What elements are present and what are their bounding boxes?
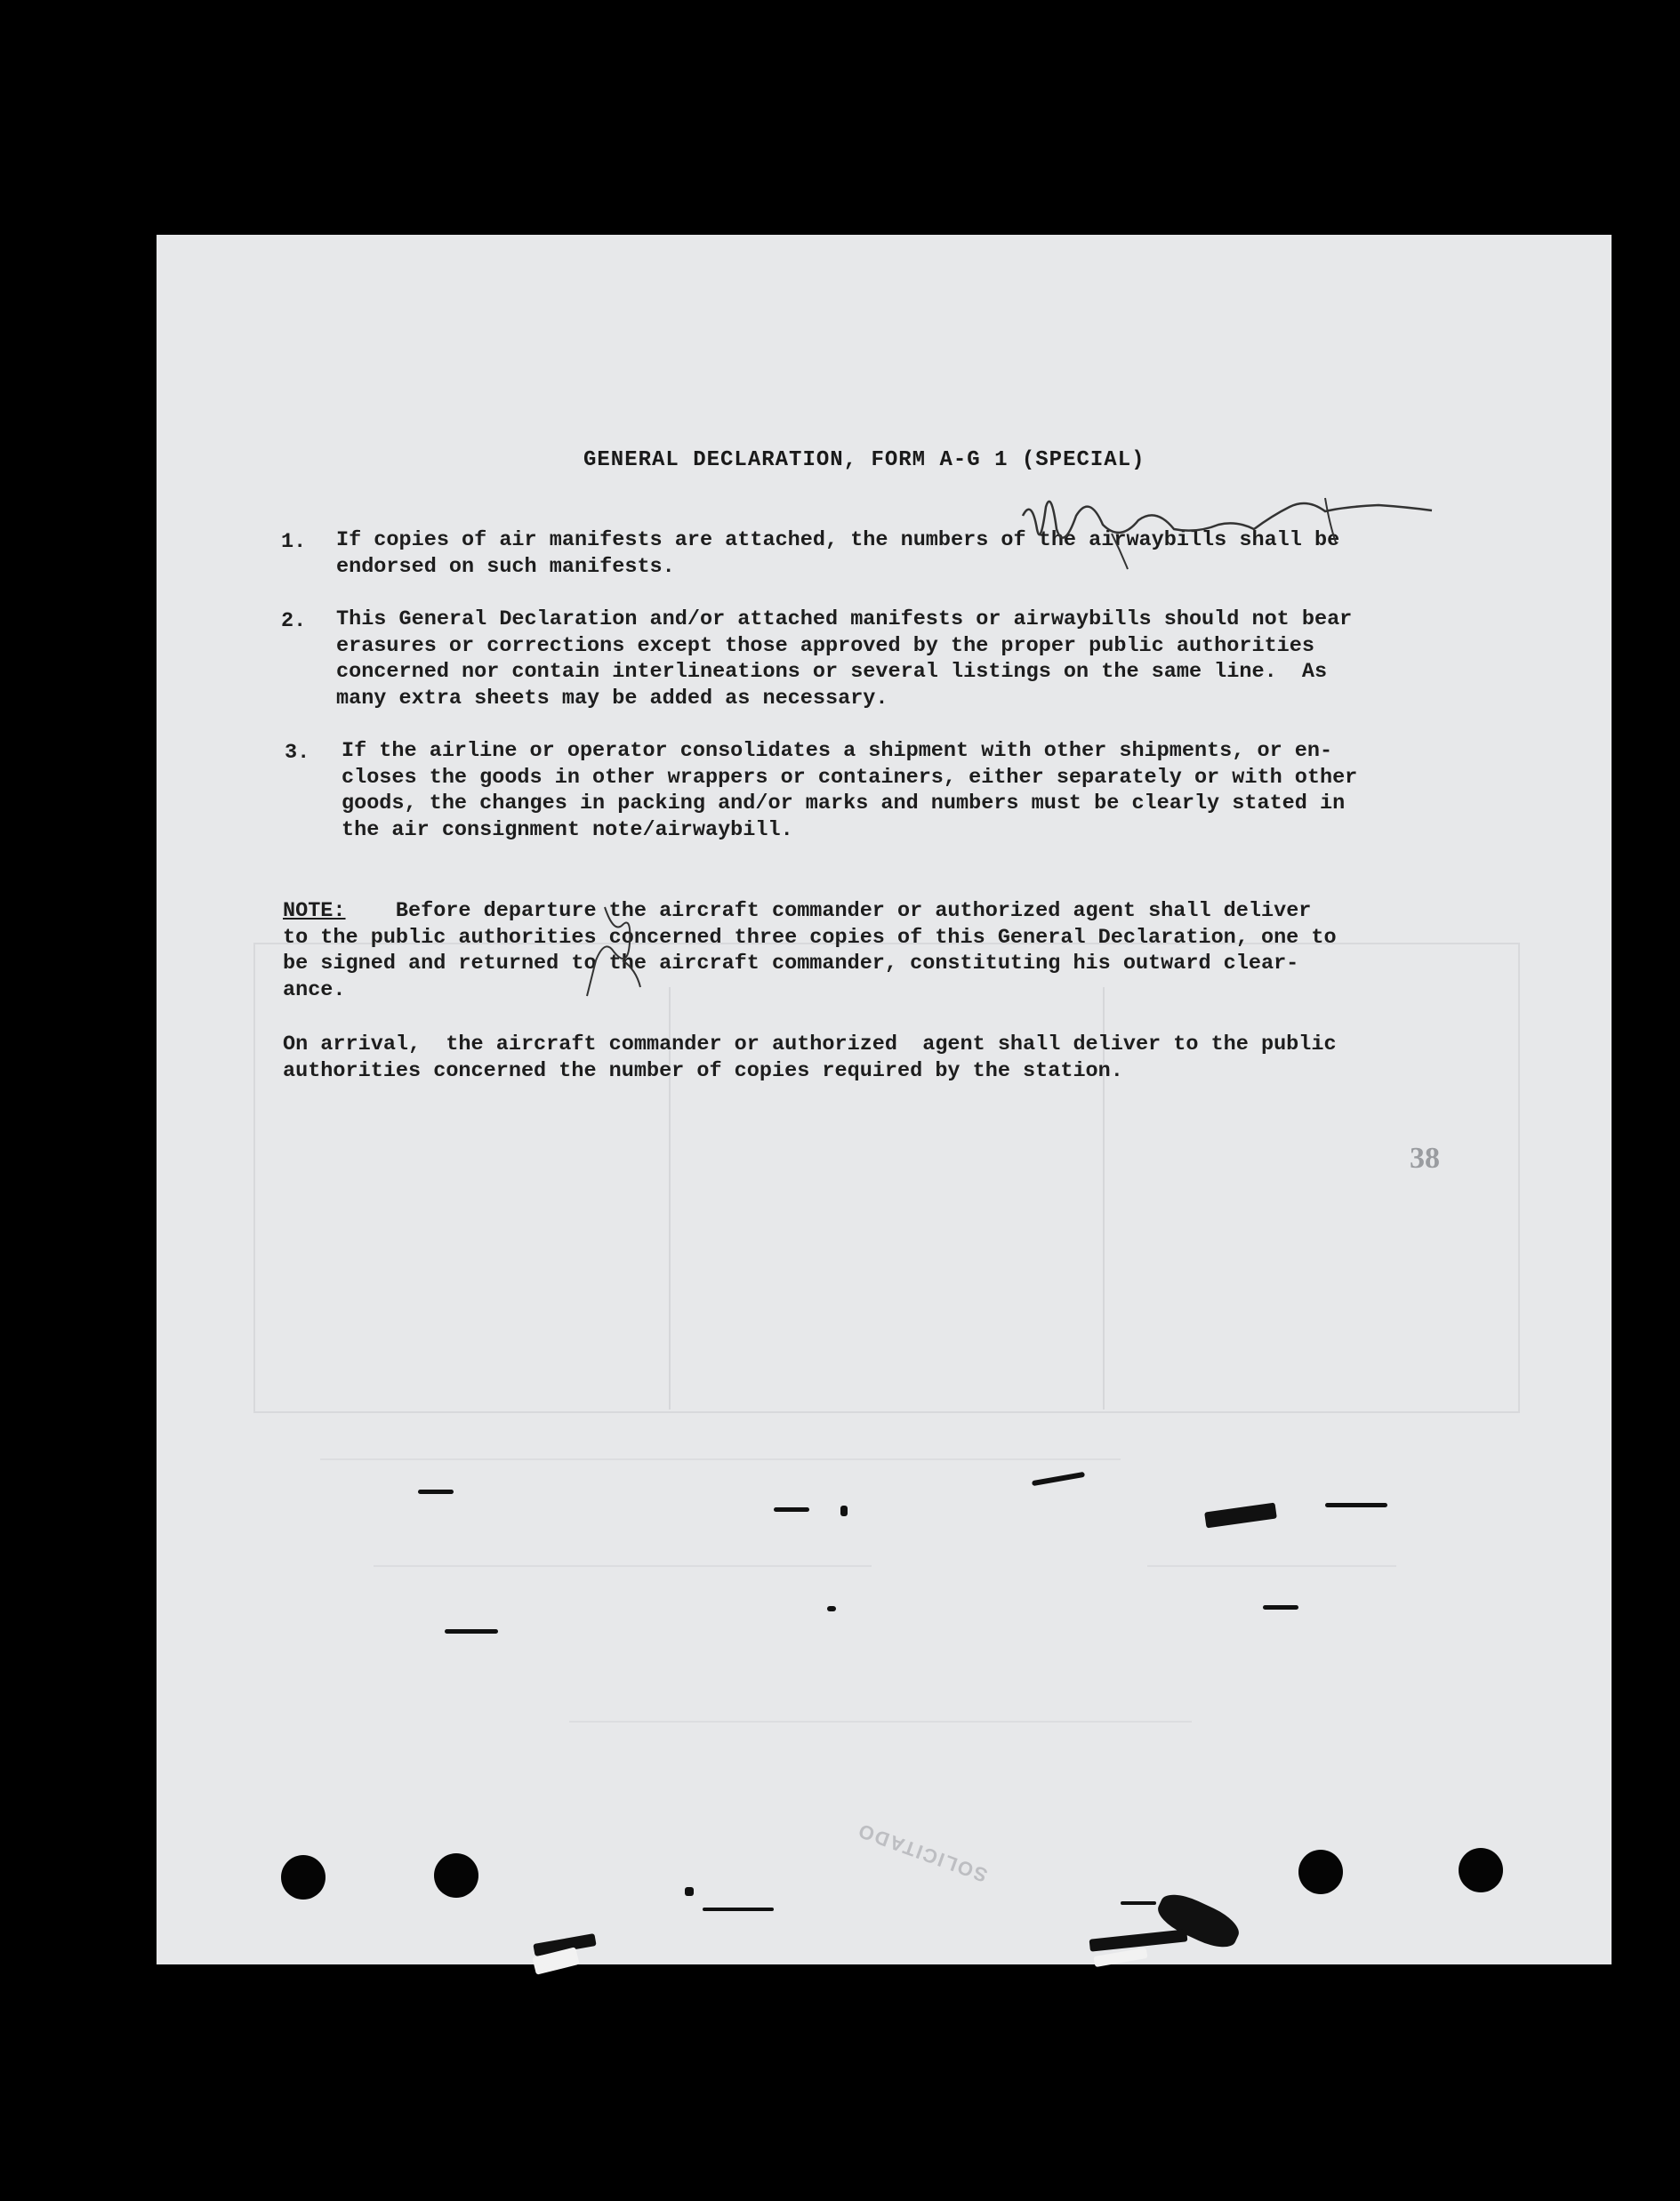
bleed-through-rule — [1147, 1565, 1396, 1567]
punch-hole — [281, 1855, 326, 1900]
note-paragraph: NOTE: Before departure the aircraft commander or authorized agent shall deliver to the public authorities concerned three copies of this General Declaration, one to be signed and returned to the aircraft commander, constituting his outward clear- ance. — [283, 899, 1337, 1002]
ink-dot — [418, 1490, 454, 1494]
ink-dot — [1121, 1901, 1156, 1905]
item-number: 3. — [285, 741, 310, 765]
handwritten-scribble — [551, 889, 667, 1014]
page-number: 38 — [1410, 1142, 1440, 1175]
punch-hole — [1459, 1848, 1503, 1892]
punch-hole — [434, 1853, 478, 1898]
ink-dot — [827, 1606, 836, 1611]
ink-dot — [703, 1908, 774, 1911]
item-2-text: This General Declaration and/or attached manifests or airwaybills should not bear erasures or corrections except those approved by the proper public authorities concerned nor contain interlineations or several listings on the same line. As many extra sheets may be added as necessary. — [336, 607, 1353, 711]
ink-dot — [1325, 1503, 1387, 1507]
arrival-paragraph: On arrival, the aircraft commander or authorized agent shall deliver to the public authorities concerned the number of copies required by the station. — [283, 1032, 1337, 1083]
ink-dot — [1263, 1605, 1298, 1610]
bleed-through-table — [253, 943, 1520, 1413]
ink-dot — [840, 1506, 848, 1516]
ink-dot — [774, 1507, 809, 1512]
handwritten-scribble — [1005, 480, 1450, 578]
bleed-through-rule — [569, 1721, 1192, 1723]
ink-dot — [445, 1629, 498, 1634]
note-label: NOTE: — [283, 899, 346, 923]
document-title: GENERAL DECLARATION, FORM A-G 1 (SPECIAL) — [583, 448, 1145, 472]
bleed-through-rule — [374, 1565, 872, 1567]
punch-hole — [1298, 1850, 1343, 1894]
item-number: 2. — [281, 609, 307, 633]
bleed-through-rule — [320, 1458, 1121, 1460]
bleed-through-stamp: SOLICITADO — [854, 1819, 991, 1887]
item-1-text: If copies of air manifests are attached, the numbers of the airwaybills shall be endorsed on such manifests. — [336, 528, 1340, 579]
ink-dot — [685, 1887, 694, 1896]
item-3-text: If the airline or operator consolidates a shipment with other shipments, or en- closes the goods in other wrappers or containers, either separately or with other goods, the changes in packing and/or marks and numbers must be clearly stated in the air consignment note/airwaybill. — [342, 739, 1358, 842]
item-number: 1. — [281, 530, 307, 554]
